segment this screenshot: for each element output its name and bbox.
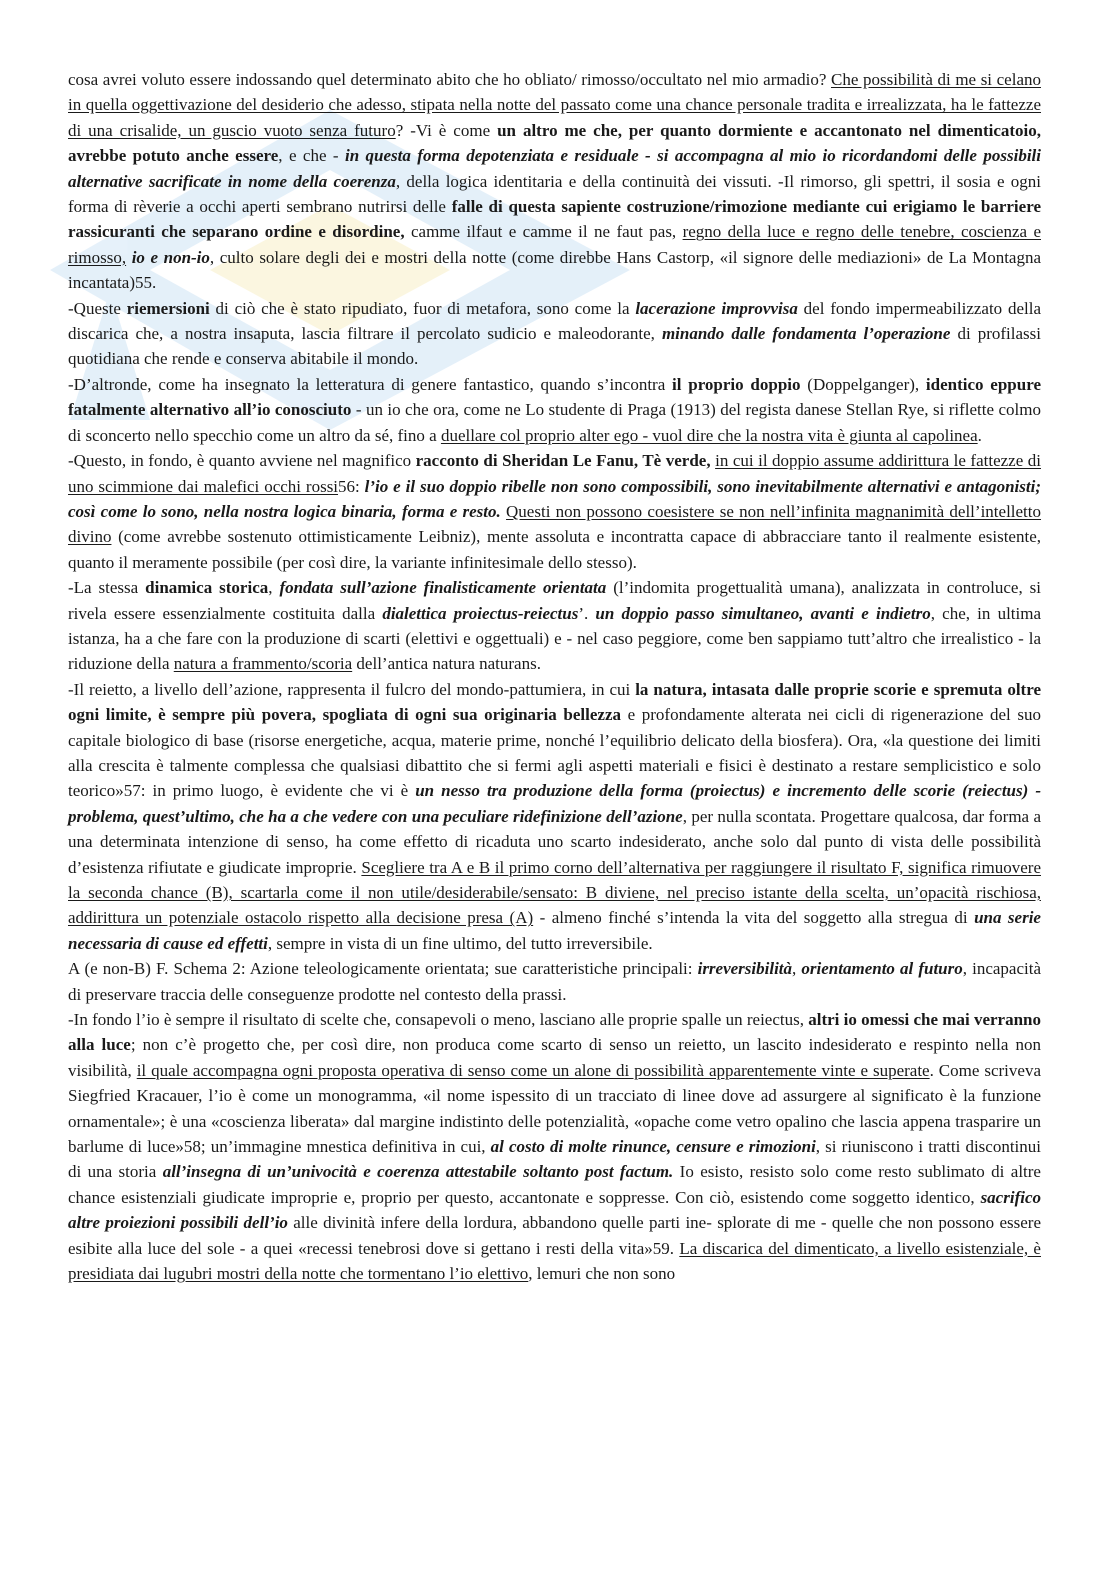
bold-italic-run: dialettica proiectus-reiectus [382, 603, 579, 623]
text-run: camme ilfaut e camme il ne faut pas, [404, 222, 683, 242]
underlined-run: il quale accompagna ogni proposta operativa di senso come un alone di possibilità apparentemente vinte e superate [136, 1060, 930, 1080]
text-run: , incapacità di preservare traccia delle conseguenze prodotte nel contesto della prassi. [68, 959, 1041, 1004]
text-run: A (e non-B) F. Schema 2: Azione teleologicamente orientata; sue caratteristiche principali: [68, 959, 698, 979]
text-run: -D’altronde, come ha insegnato la letteratura di genere fantastico, quando s’incontra [68, 374, 673, 394]
paragraph [68, 67, 1041, 296]
bold-run: altri io omessi che mai verranno alla luce [68, 1010, 1041, 1055]
text-run: , che, in ultima istanza, ha a che fare con la produzione di scarti (elettivi e oggettuali) e - nel caso peggiore, come ben sappiamo tutt’altro che irrealistico - la riduzione della [68, 603, 1042, 674]
paragraph [68, 296, 1041, 372]
text-run: , della logica identitaria e della continuità dei vissuti. -Il rimorso, gli spettri, il sosia e ogni forma di rèverie a occhi aperti sembrano nutrirsi delle [68, 171, 1042, 217]
text-run: , culto solare degli dei e mostri della notte (come direbbe Hans Castorp, «il signore delle mediazioni» de La Montagna incantata)55. [68, 247, 1042, 293]
underlined-run: La discarica del dimenticato, a livello esistenziale, è presidiata dai lugubri mostri della notte che tormentano l’io elettivo [68, 1238, 1041, 1284]
underlined-run: regno della luce e regno delle tenebre, coscienza e rimosso, [68, 222, 1041, 267]
underlined-run: Questi non possono coesistere se non nell’infinita magnanimità dell’intelletto divino [68, 501, 1042, 547]
bold-run: identico eppure fatalmente alternativo all’io conosciuto [68, 374, 1041, 420]
text-run: dell’antica natura naturans. [352, 654, 541, 674]
text-run: (l’indomita progettualità umana), analizzata in controluce, si rivela essere essenzialmente costituita dalla [68, 578, 1042, 623]
text-run: - almeno finché s’intenda la vita del soggetto alla stregua di [533, 908, 975, 928]
bold-italic-run: l’io e il suo doppio ribelle non sono compossibili, sono inevitabilmente alternativi e antagonisti; così come lo sono, nella nostra logica binaria, forma e resto. [68, 476, 1041, 521]
bold-run: falle di questa sapiente costruzione/rimozione mediante cui erigiamo le barriere rassicuranti che separano ordine e disordine, [68, 197, 1041, 242]
text-run: Io esisto, resisto solo come resto sublimato di altre chance esistenziali giudicate improprie e, proprio per questo, accantonate e soppresse. Con ciò, esistendo come soggetto identico, [68, 1162, 1041, 1207]
bold-italic-run: un doppio passo simultaneo, avanti e indietro [595, 603, 931, 623]
bold-italic-run: irreversibilità [697, 959, 793, 979]
text-run: -La stessa [68, 578, 146, 598]
bold-italic-run: sacrifico altre proiezioni possibili dell’io [68, 1187, 1041, 1233]
bold-run: la natura, intasata dalle proprie scorie e spremuta oltre ogni limite, è sempre più povera, spogliata di ogni sua originaria bellezza [68, 679, 1041, 725]
text-run: , si riuniscono i tratti discontinui di una storia [68, 1137, 1041, 1182]
text-run: . Come scriveva Siegfried Kracauer, l’io è come un monogramma, «il nome ispessito di un tracciato di linee dove ad assurgere al significato è la funzione ornamentale»; è una «coscienza liberata» dal margine indistinto delle potenzialità, «opache come vetro opalino che lascia appena trasparire un barlume di luce»58; un’immagine mnestica definitiva in cui, [68, 1060, 1041, 1157]
underlined-run: in cui il doppio assume addirittura le fattezze di uno scimmione dai malefici occhi rossi [68, 451, 1041, 496]
text-run: ’. [578, 603, 596, 623]
text-run: di ciò che è stato ripudiato, fuor di metafora, sono come la [209, 298, 636, 318]
paragraph [68, 575, 1041, 677]
text-run: -Il reietto, a livello dell’azione, rappresenta il fulcro del mondo-pattumiera, in cui [68, 679, 636, 699]
bold-run: racconto di Sheridan Le Fanu, Tè verde, [415, 451, 711, 471]
bold-italic-run: all’insegna di un’univocità e coerenza attestabile soltanto post factum. [162, 1162, 674, 1182]
underlined-run: Scegliere tra A e B il primo corno dell’alternativa per raggiungere il risultato F, significa rimuovere la seconda chance (B), scartarla come il non utile/desiderabile/sensato: B diviene, nel preciso istante della scelta, un’opacità rischiosa, addirittura un potenziale ostacolo rispetto alla decisione presa (A) [68, 857, 1041, 928]
text-run: , [268, 578, 280, 598]
text-run: 56: [338, 476, 365, 496]
bold-run: dinamica storica [145, 578, 269, 598]
text-run: . [977, 425, 982, 445]
text-run: -Queste [68, 298, 127, 318]
text-run: -Questo, in fondo, è quanto avviene nel magnifico [68, 451, 416, 471]
bold-italic-run: in questa forma depotenziata e residuale - si accompagna al mio io ricordandomi delle possibili alternative sacrificate in nome della coerenza [68, 146, 1041, 191]
bold-italic-run: al costo di molte rinunce, censure e rimozioni [490, 1137, 816, 1157]
bold-italic-run: orientamento al futuro [801, 959, 963, 979]
bold-italic-run: fondata sull’azione finalisticamente orientata [279, 578, 607, 598]
text-run: - un io che ora, come ne Lo studente di Praga (1913) del regista danese Stellan Rye, si riflette colmo di sconcerto nello specchio come un altro da sé, fino a [68, 400, 1041, 445]
bold-italic-run: lacerazione improvvisa [635, 298, 798, 318]
text-run: e profondamente alterata nei cicli di rigenerazione del suo capitale biologico di base (risorse energetiche, acqua, materie prime, nonché l’equilibrio delicato della biosfera). Ora, «la questione dei limiti alla crescita è talmente complessa che qualsiasi dibattito che si fermi agli aspetti materiali e fisici è destinato a restare semplicistico e solo teorico»57: in primo luogo, è evidente che vi è [68, 705, 1041, 801]
text-run: cosa avrei voluto essere indossando quel determinato abito che ho obliato/ rimosso/occultato nel mio armadio? [68, 70, 832, 89]
paragraph [68, 677, 1041, 956]
underlined-run: duellare col proprio alter ego - vuol dire che la nostra vita è giunta al capolinea [440, 425, 978, 445]
bold-italic-run: minando dalle fondamenta l’operazione [661, 324, 951, 344]
text-run: di profilassi quotidiana che rende e conserva abitabile il mondo. [68, 324, 1042, 369]
text-run: , lemuri che non sono [528, 1264, 676, 1284]
text-run: del fondo impermeabilizzato della discarica che, a nostra insaputa, lascia filtrare il percolato sudicio e maleodorante, [68, 298, 1042, 344]
text-run: , e che - [278, 146, 345, 166]
text-run: , per nulla scontata. Progettare qualcosa, dar forma a una determinata intenzione di senso, ha come effetto di ricaduta uno scarto indesiderato, anche solo dal punto di vista delle possibilità d’esistenza rifiutate e giudicate improprie. [68, 806, 1042, 877]
bold-run: il proprio doppio [672, 374, 801, 394]
text-run: ? -Vi è come [395, 120, 498, 140]
underlined-run: natura a frammento/scoria [173, 654, 353, 674]
bold-italic-run: una serie necessaria di cause ed effetti [68, 908, 1041, 953]
text-run: alle divinità infere della lordura, abbandono quelle parti ine- splorate di me - quelle che non possono essere esibite alla luce del sole - a quei «recessi tenebrosi dove si gettano i resti della vita»59. [68, 1213, 1041, 1258]
paragraph [68, 1007, 1041, 1286]
paragraph [68, 448, 1041, 575]
text-run: , [792, 959, 802, 979]
text-run: -In fondo l’io è sempre il risultato di scelte che, consapevoli o meno, lasciano alle proprie spalle un reiectus, [68, 1010, 809, 1030]
underlined-run: Che possibilità di me si celano in quella oggettivazione del desiderio che adesso, stipata nella notte del passato come una chance personale tradita e irrealizzata, ha le fattezze di una crisalide, un guscio vuoto senza futuro [68, 70, 1041, 140]
text-run: (come avrebbe sostenuto ottimisticamente Leibniz), mente assoluta e incontratta capace di abbracciare tanto il realmente esistente, quanto il meramente possibile (per così dire, la variante infinitesimale dello stesso). [68, 527, 1041, 572]
bold-run: un altro me che, per quanto dormiente e accantonato nel dimenticatoio, avrebbe potuto anche essere [68, 120, 1042, 166]
bold-run: riemersioni [126, 298, 210, 318]
text-run: (Doppelganger), [800, 374, 926, 394]
bold-italic-run: io e non-io [131, 247, 210, 267]
text-run: ; non c’è progetto che, per così dire, non produca come scarto di senso un reietto, un lascito indesiderato e respinto nella non visibilità, [68, 1035, 1041, 1080]
text-run: , sempre in vista di un fine ultimo, del tutto irreversibile. [267, 933, 653, 953]
bold-italic-run: un nesso tra produzione della forma (proiectus) e incremento delle scorie (reiectus) - problema, quest’ultimo, che ha a che vedere con una peculiare ridefinizione dell’azione [68, 781, 1041, 826]
paragraph [68, 372, 1041, 448]
paragraph [68, 956, 1041, 1007]
